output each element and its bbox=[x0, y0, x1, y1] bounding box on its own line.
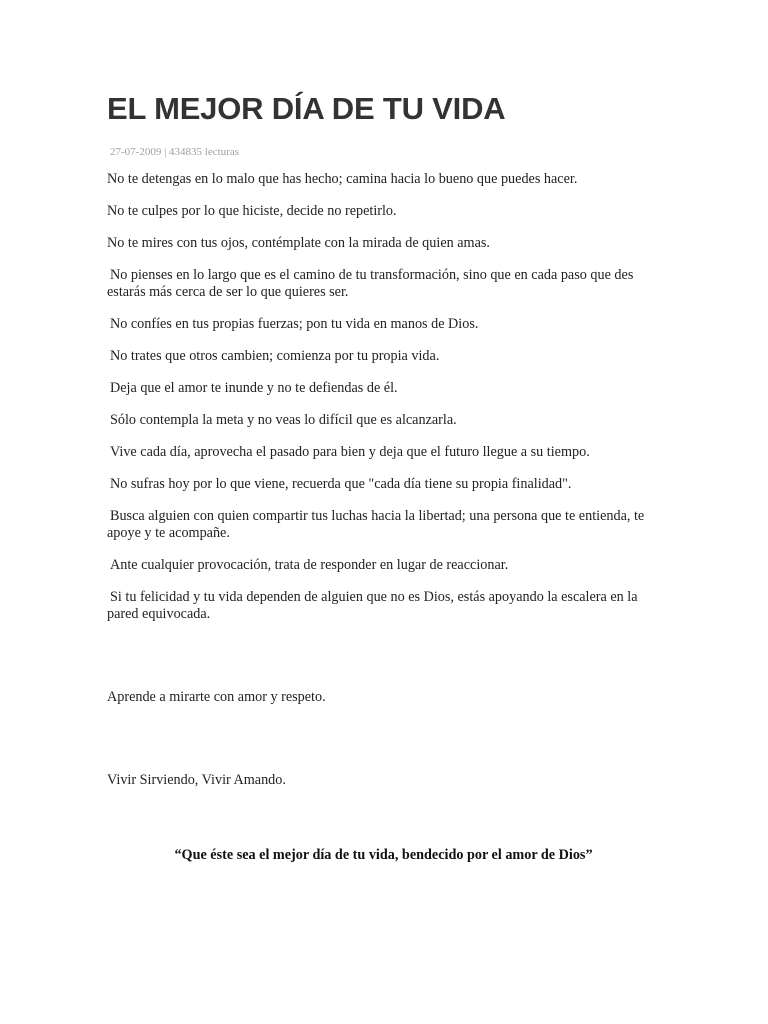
paragraph: No te detengas en lo malo que has hecho; camina hacia lo bueno que puedes hacer. bbox=[107, 171, 578, 187]
article-meta: 27-07-2009 | 434835 lecturas bbox=[110, 146, 239, 158]
article-title: EL MEJOR DÍA DE TU VIDA bbox=[107, 91, 506, 126]
paragraph: Deja que el amor te inunde y no te defiendas de él. bbox=[110, 380, 398, 396]
paragraph: Ante cualquier provocación, trata de responder en lugar de reaccionar. bbox=[110, 557, 509, 573]
paragraph: No te mires con tus ojos, contémplate con la mirada de quien amas. bbox=[107, 235, 490, 251]
paragraph: No te culpes por lo que hiciste, decide no repetirlo. bbox=[107, 203, 397, 219]
paragraph: No confíes en tus propias fuerzas; pon tu vida en manos de Dios. bbox=[110, 316, 479, 332]
paragraph: Vive cada día, aprovecha el pasado para bien y deja que el futuro llegue a su tiempo. bbox=[110, 444, 590, 460]
blank-space bbox=[107, 804, 667, 847]
motto: Vivir Sirviendo, Vivir Amando. bbox=[107, 772, 286, 788]
paragraph: No sufras hoy por lo que viene, recuerda que "cada día tiene su propia finalidad". bbox=[110, 476, 572, 492]
article-body bbox=[107, 171, 667, 864]
article bbox=[107, 90, 667, 864]
blank-space bbox=[107, 638, 667, 689]
paragraph: Sólo contempla la meta y no veas lo difícil que es alcanzarla. bbox=[110, 412, 457, 428]
paragraph: No pienses en lo largo que es el camino de tu transformación, sino que en cada paso que des estarás más cerca de ser lo que quieres ser. bbox=[107, 267, 634, 300]
paragraph: Si tu felicidad y tu vida dependen de alguien que no es Dios, estás apoyando la escalera en la pared equivocada. bbox=[107, 589, 638, 622]
paragraph: Busca alguien con quien compartir tus luchas hacia la libertad; una persona que te entienda, te apoye y te acompañe. bbox=[107, 508, 645, 541]
love-line: Aprende a mirarte con amor y respeto. bbox=[107, 689, 326, 705]
paragraph: No trates que otros cambien; comienza por tu propia vida. bbox=[110, 348, 440, 364]
closing-quote: “Que éste sea el mejor día de tu vida, bendecido por el amor de Dios” bbox=[174, 847, 593, 863]
blank-space bbox=[107, 721, 667, 772]
